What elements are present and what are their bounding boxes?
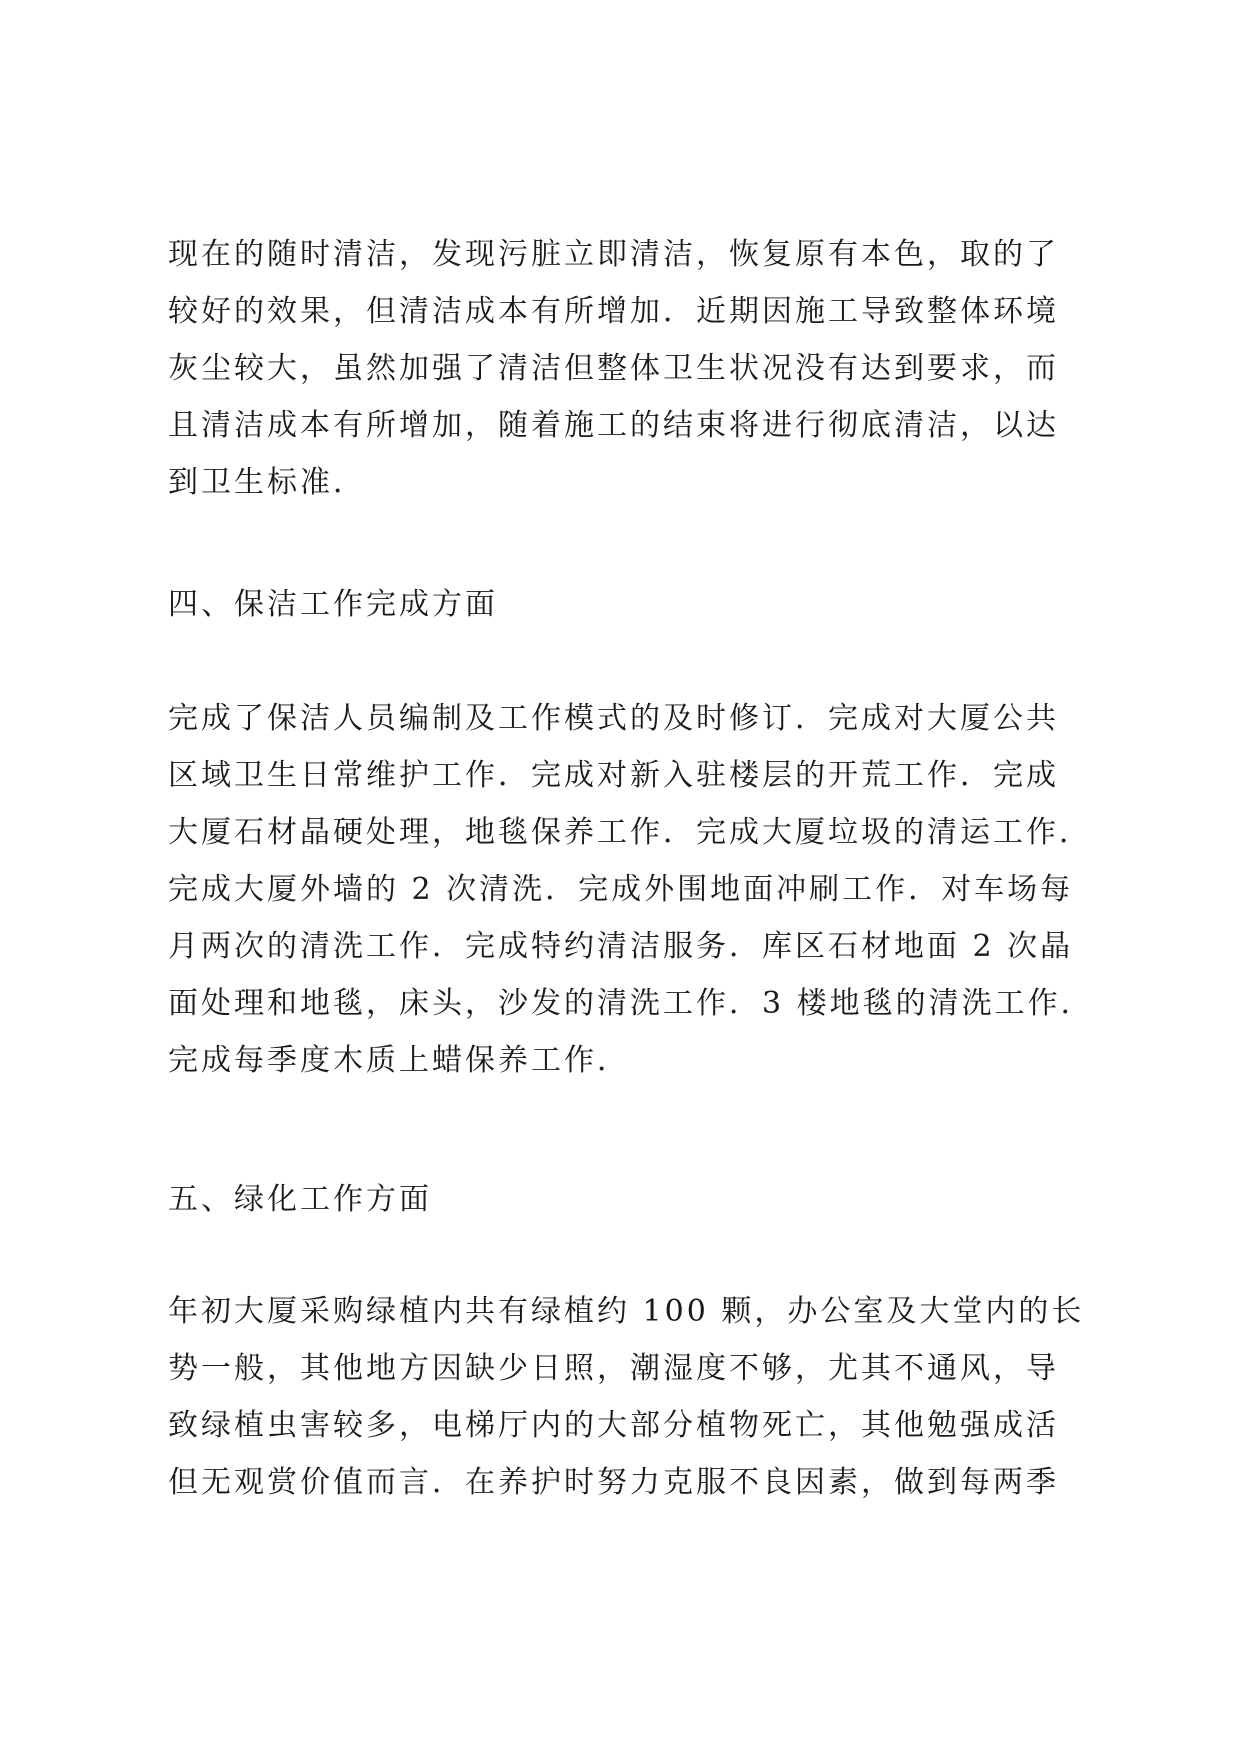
heading-text: 五、绿化工作方面 bbox=[168, 1182, 432, 1217]
text-line: 完成了保洁人员编制及工作模式的及时修订．完成对大厦公共 bbox=[168, 701, 1059, 736]
text-line: 年初大厦采购绿植内共有绿植约 100 颗，办公室及大堂内的长 bbox=[168, 1294, 1085, 1329]
text-line: 完成大厦外墙的 2 次清洗．完成外围地面冲刷工作．对车场每 bbox=[168, 872, 1074, 907]
text-line: 致绿植虫害较多，电梯厅内的大部分植物死亡，其他勉强成活 bbox=[168, 1408, 1059, 1443]
text-line: 灰尘较大，虽然加强了清洁但整体卫生状况没有达到要求，而 bbox=[168, 351, 1059, 386]
section-heading-cleaning-completion bbox=[168, 576, 1073, 633]
text-line: 势一般，其他地方因缺少日照，潮湿度不够，尤其不通风，导 bbox=[168, 1351, 1059, 1386]
paragraph-cleaning-status bbox=[168, 226, 1073, 511]
text-line: 但无观赏价值而言．在养护时努力克服不良因素，做到每两季 bbox=[168, 1465, 1059, 1500]
text-line: 大厦石材晶硬处理，地毯保养工作．完成大厦垃圾的清运工作． bbox=[168, 815, 1092, 850]
text-line: 月两次的清洗工作．完成特约清洁服务．库区石材地面 2 次晶 bbox=[168, 929, 1074, 964]
paragraph-cleaning-completion bbox=[168, 690, 1094, 1089]
text-line: 面处理和地毯，床头，沙发的清洗工作．3 楼地毯的清洗工作． bbox=[168, 986, 1094, 1021]
section-heading-greening bbox=[168, 1171, 1073, 1228]
text-line: 且清洁成本有所增加，随着施工的结束将进行彻底清洁，以达 bbox=[168, 408, 1059, 443]
text-line: 到卫生标准． bbox=[168, 465, 366, 500]
text-line: 现在的随时清洁，发现污脏立即清洁，恢复原有本色，取的了 bbox=[168, 237, 1059, 272]
text-line: 较好的效果，但清洁成本有所增加．近期因施工导致整体环境 bbox=[168, 294, 1059, 329]
text-line: 完成每季度木质上蜡保养工作． bbox=[168, 1043, 630, 1078]
text-line: 区域卫生日常维护工作．完成对新入驻楼层的开荒工作．完成 bbox=[168, 758, 1059, 793]
heading-text: 四、保洁工作完成方面 bbox=[168, 587, 498, 622]
paragraph-greening bbox=[168, 1283, 1085, 1511]
